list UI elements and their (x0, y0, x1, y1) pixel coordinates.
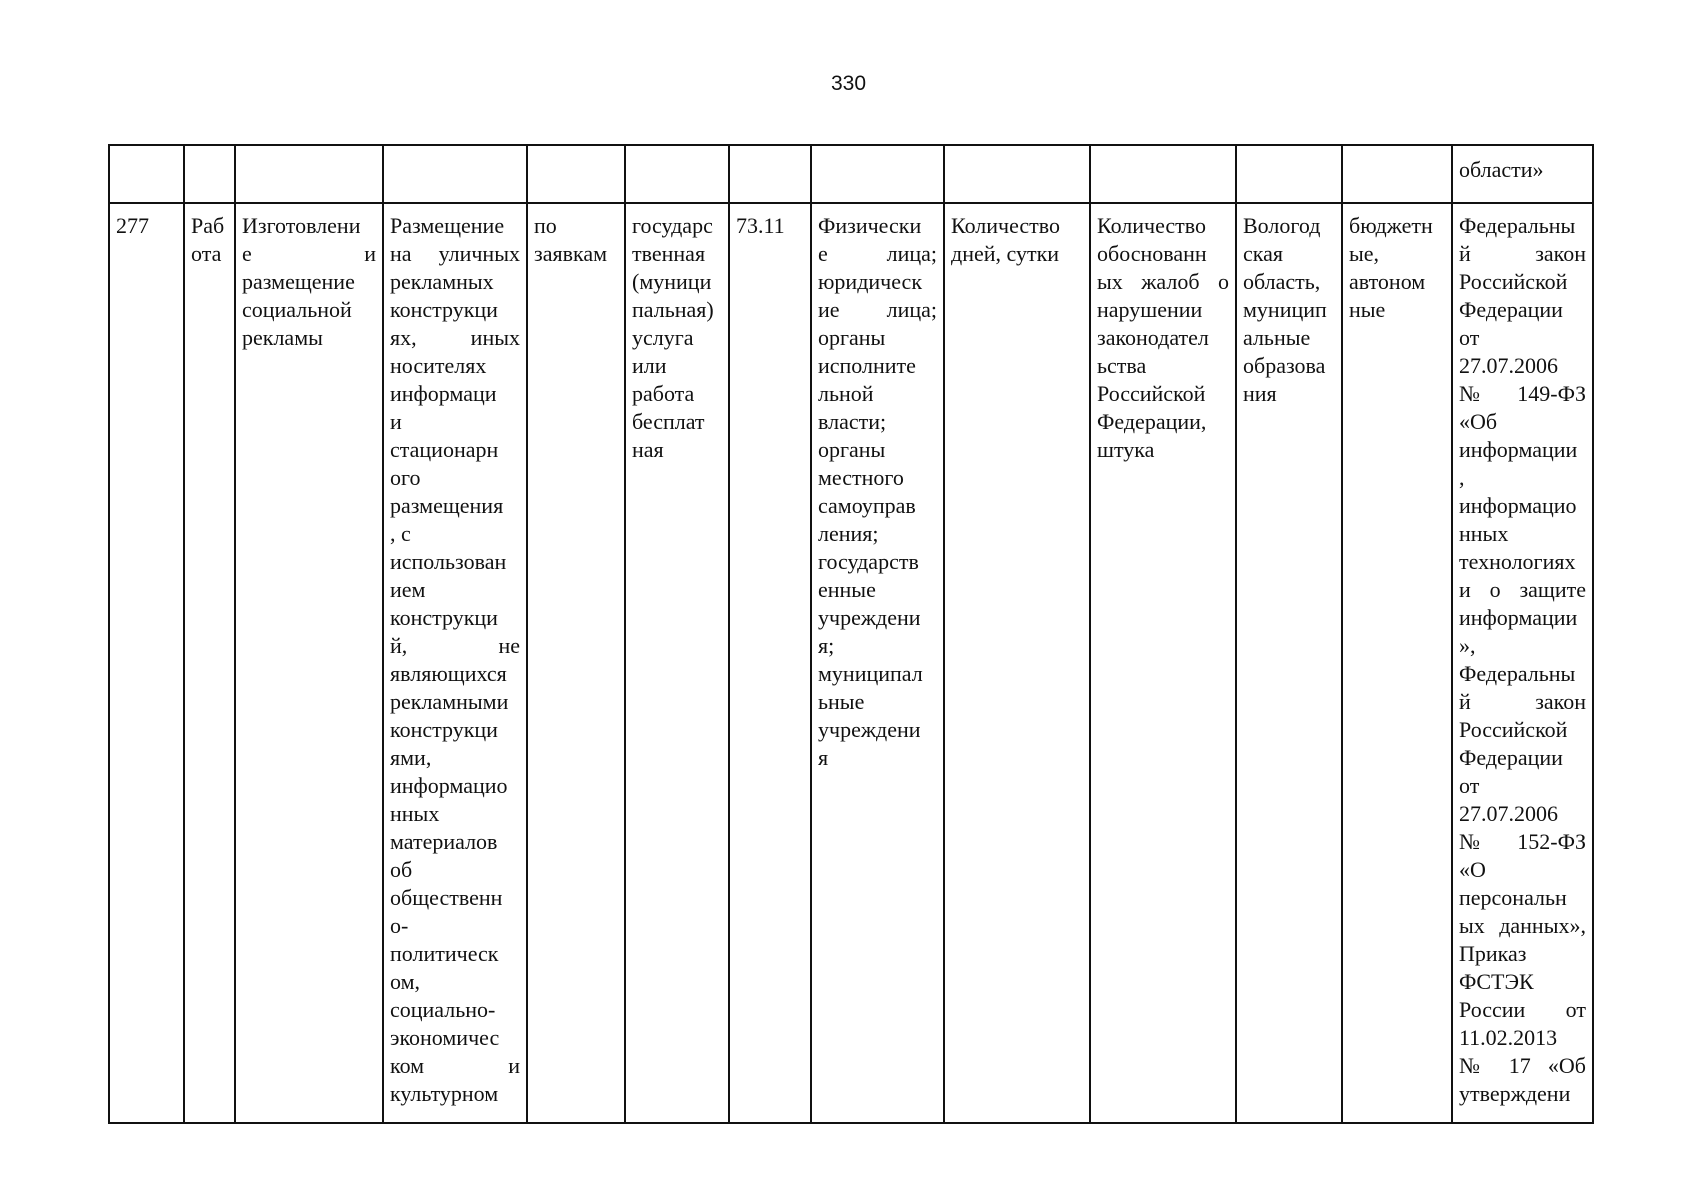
cell-line: 11.02.2013 (1459, 1025, 1558, 1050)
cell-line: муницип (1243, 297, 1327, 322)
cell-line: Федерации (1459, 297, 1563, 322)
cell-line: культурном (390, 1081, 499, 1106)
cell-line: е и (242, 241, 376, 266)
cell-line: конструкци (390, 297, 498, 322)
cell-line: автоном (1349, 269, 1426, 294)
cell-line: пальная) (632, 297, 714, 322)
cell-line: Приказ (1459, 941, 1527, 966)
cell-line: ые, (1349, 241, 1380, 266)
cell-line: персональн (1459, 885, 1567, 910)
cell-empty (1342, 145, 1452, 203)
cell-line: область, (1243, 269, 1321, 294)
cell-line: 73.11 (736, 213, 785, 238)
registry-table (108, 144, 1594, 1124)
cell-line: 27.07.2006 (1459, 353, 1558, 378)
cell-line: материалов (390, 829, 498, 854)
cell-line: использован (390, 549, 507, 574)
cell-line: или (632, 353, 667, 378)
cell-volume-indicator (944, 203, 1090, 1123)
cell-line: по (534, 213, 557, 238)
cell-line: 27.07.2006 (1459, 801, 1558, 826)
cell-line: ых данных», (1459, 913, 1586, 938)
cell-line: законодател (1097, 325, 1209, 350)
cell-line: государс (632, 213, 713, 238)
cell-line: Раб (191, 213, 225, 238)
cell-line: Федеральны (1459, 213, 1576, 238)
cell-line: «О (1459, 857, 1486, 882)
cell-line: я; (818, 633, 835, 658)
continuation-row (109, 145, 1593, 203)
cell-number (109, 203, 184, 1123)
cell-line: ом, (390, 969, 421, 994)
cell-line: твенная (632, 241, 706, 266)
cell-line: социальной (242, 297, 352, 322)
cell-line: нных (1459, 521, 1509, 546)
cell-line: обоснованн (1097, 241, 1207, 266)
cell-line: муниципал (818, 661, 923, 686)
cell-line: размещение (242, 269, 355, 294)
cell-line: общественн (390, 885, 503, 910)
cell-line: стационарн (390, 437, 499, 462)
cell-line: енные (818, 577, 876, 602)
cell-line: бюджетн (1349, 213, 1433, 238)
cell-line: е лица; (818, 241, 937, 266)
cell-line: дней, сутки (951, 241, 1060, 266)
cell-line: », (1459, 633, 1476, 658)
cell-line: технологиях (1459, 549, 1576, 574)
cell-empty (184, 145, 235, 203)
cell-line: Федерации, (1097, 409, 1207, 434)
cell-line: от (1459, 325, 1480, 350)
cell-line: ием (390, 577, 426, 602)
cell-line: ях, иных (390, 325, 520, 350)
cell-type (625, 203, 729, 1123)
cell-line: ные (1349, 297, 1386, 322)
cell-line: информации (1459, 605, 1578, 630)
cell-legal-basis (1452, 203, 1593, 1123)
cell-line: органы (818, 437, 886, 462)
cell-line: информации (1459, 437, 1578, 462)
cell-kind (184, 203, 235, 1123)
cell-line: местного (818, 465, 904, 490)
cell-line: ления; (818, 521, 879, 546)
cell-line: о- (390, 913, 409, 938)
cell-line: учреждени (818, 605, 921, 630)
cell-line: образова (1243, 353, 1326, 378)
cell-line: политическ (390, 941, 499, 966)
cell-line: Федерации (1459, 745, 1563, 770)
cell-line: Количество (1097, 213, 1207, 238)
cell-line: от (1459, 773, 1480, 798)
cell-line: Физически (818, 213, 922, 238)
cell-empty (944, 145, 1090, 203)
cell-line: Вологод (1243, 213, 1321, 238)
cell-line: власти; (818, 409, 887, 434)
cell-text: области» (1459, 157, 1544, 182)
cell-line: утверждени (1459, 1081, 1571, 1106)
page-number: 330 (830, 72, 867, 95)
cell-line: России от (1459, 997, 1586, 1022)
cell-line: государств (818, 549, 919, 574)
cell-line: рекламными (390, 689, 509, 714)
cell-line: ьства (1097, 353, 1147, 378)
cell-code (729, 203, 811, 1123)
cell-line: конструкци (390, 605, 498, 630)
cell-line: являющихся (390, 661, 507, 686)
cell-empty (235, 145, 383, 203)
cell-empty (1236, 145, 1342, 203)
cell-line: бесплат (632, 409, 705, 434)
cell-line: исполните (818, 353, 916, 378)
cell-empty (811, 145, 944, 203)
cell-line: и о защите (1459, 577, 1586, 602)
cell-line: № 152-ФЗ (1459, 829, 1586, 854)
cell-line: учреждени (818, 717, 921, 742)
cell-line: информаци (390, 381, 497, 406)
cell-line: ие лица; (818, 297, 937, 322)
cell-line: информацио (1459, 493, 1577, 518)
cell-line: ота (191, 241, 222, 266)
cell-line: «Об (1459, 409, 1498, 434)
cell-line: Российской (1097, 381, 1206, 406)
table-row (109, 203, 1593, 1123)
cell-line: ого (390, 465, 421, 490)
cell-line: штука (1097, 437, 1155, 462)
cell-line: й, не (390, 633, 520, 658)
cell-consumers (811, 203, 944, 1123)
cell-line: № 149-ФЗ (1459, 381, 1586, 406)
cell-line: Федеральны (1459, 661, 1576, 686)
cell-line: Российской (1459, 717, 1568, 742)
cell-legal-basis-continuation (1452, 145, 1593, 203)
cell-founder (1236, 203, 1342, 1123)
cell-line: размещения (390, 493, 504, 518)
cell-line: на уличных (390, 241, 520, 266)
cell-line: органы (818, 325, 886, 350)
cell-line: ями, (390, 745, 432, 770)
cell-quality-indicator (1090, 203, 1236, 1123)
cell-empty (729, 145, 811, 203)
cell-name (235, 203, 383, 1123)
cell-line: , с (390, 521, 411, 546)
cell-line: экономичес (390, 1025, 500, 1050)
cell-line: льной (818, 381, 874, 406)
cell-line: № 17 «Об (1459, 1053, 1586, 1078)
cell-empty (1090, 145, 1236, 203)
cell-line: ьные (818, 689, 865, 714)
cell-line: альные (1243, 325, 1311, 350)
cell-line: ная (632, 437, 664, 462)
cell-line: носителях (390, 353, 487, 378)
row-number: 277 (116, 213, 149, 238)
cell-line: Количество (951, 213, 1061, 238)
cell-line: информацио (390, 773, 508, 798)
cell-line: Размещение (390, 213, 505, 238)
cell-line: услуга (632, 325, 694, 350)
cell-line: работа (632, 381, 695, 406)
cell-line: ых жалоб о (1097, 269, 1229, 294)
cell-line: рекламных (390, 269, 494, 294)
cell-empty (109, 145, 184, 203)
cell-line: ния (1243, 381, 1277, 406)
cell-line: социально- (390, 997, 496, 1022)
cell-institution-types (1342, 203, 1452, 1123)
cell-line: й закон (1459, 241, 1586, 266)
cell-line: Российской (1459, 269, 1568, 294)
cell-line: заявкам (534, 241, 608, 266)
cell-line: рекламы (242, 325, 323, 350)
cell-line: ФСТЭК (1459, 969, 1534, 994)
cell-line: самоуправ (818, 493, 916, 518)
cell-line: юридическ (818, 269, 923, 294)
cell-line: об (390, 857, 413, 882)
cell-line: (муници (632, 269, 712, 294)
cell-empty (383, 145, 527, 203)
cell-condition (527, 203, 625, 1123)
cell-line: я (818, 745, 829, 770)
cell-line: ская (1243, 241, 1284, 266)
cell-empty (527, 145, 625, 203)
cell-content (383, 203, 527, 1123)
cell-line: нарушении (1097, 297, 1203, 322)
cell-line: Изготовлени (242, 213, 361, 238)
cell-line: ком и (390, 1053, 520, 1078)
cell-line: й закон (1459, 689, 1586, 714)
cell-line: , (1459, 465, 1465, 490)
cell-line: и (390, 409, 402, 434)
cell-empty (625, 145, 729, 203)
cell-line: нных (390, 801, 440, 826)
cell-line: конструкци (390, 717, 498, 742)
